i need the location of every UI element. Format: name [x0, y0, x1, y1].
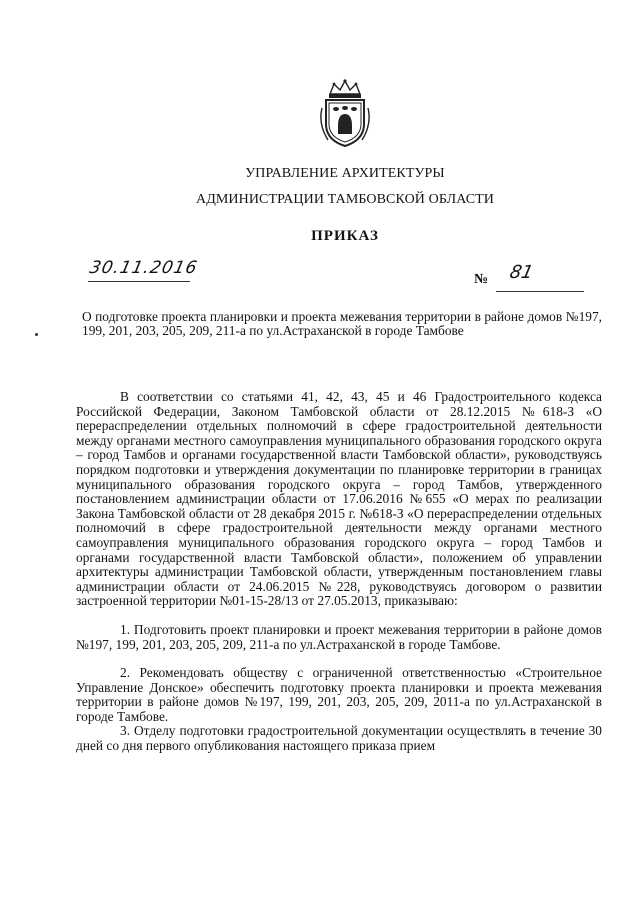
org-name-line1: УПРАВЛЕНИЕ АРХИТЕКТУРЫ: [245, 166, 445, 181]
item-3-paragraph: 3. Отделу подготовки градостроительной документации осуществлять в течение 30 дней со дня первого опубликования настоящего приказа прием: [76, 723, 602, 754]
preamble-paragraph: В соответствии со статьями 41, 42, 43, 45 и 46 Градостроительного кодекса Российской Федерации, Законом Тамбовской области от 28.12.2015 №618-З «О перераспределении отдельных полномочий в сфере градостроительной деятельности между органами местного самоуправления муниципального образования городского округа – город Тамбов и органами государственной власти Тамбовской области», руководствуясь порядком подготовки и утверждения документации по планировке территории в границах муниципального образования городского округа – город Тамбов, утвержденного постановлением администрации области от 17.06.2016 №655 «О мерах по реализации Закона Тамбовской области от 28 декабря 2015 г. №618-З «О перераспределении отдельных полномочий в сфере градостроительной деятельности между органами местного самоуправления муниципального образования городского округа – город Тамбов и органами государственной власти Тамбовской области», положением об управлении архитектуры администрации Тамбовской области, утвержденным постановлением главы администрации области от 24.06.2015 №228, руководствуясь договором о развитии застроенной территории №01-15-28/13 от 27.05.2013, приказываю:: [76, 389, 602, 609]
document-type: ПРИКАЗ: [311, 228, 379, 244]
order-date: 30.11.2016: [87, 258, 200, 278]
order-body: [76, 390, 602, 754]
org-name-line2: АДМИНИСТРАЦИИ ТАМБОВСКОЙ ОБЛАСТИ: [195, 192, 495, 207]
margin-mark: [35, 333, 38, 336]
tambov-coat-of-arms-icon: [312, 78, 378, 148]
date-underline: [88, 281, 190, 282]
item-2-paragraph: 2. Рекомендовать обществу с ограниченной ответственностью «Строительное Управление Донское» обеспечить подготовку проекта планировки и проекта межевания территории в районе домов №197, 199, 201, 203, 205, 209, 2011-а по ул.Астраханской в городе Тамбове.: [76, 665, 602, 724]
order-number: 81: [507, 262, 536, 283]
item-1-paragraph: 1. Подготовить проект планировки и проект межевания территории в районе домов №197, 199, 201, 203, 205, 209, 211-а по ул.Астраханской в городе Тамбове.: [76, 621, 602, 652]
order-number-label: №: [474, 272, 489, 287]
number-underline: [496, 291, 584, 292]
order-subject: О подготовке проекта планировки и проекта межевания территории в районе домов №197, 199, 201, 203, 205, 209, 211-а по ул.Астраханской в городе Тамбове: [82, 309, 602, 338]
